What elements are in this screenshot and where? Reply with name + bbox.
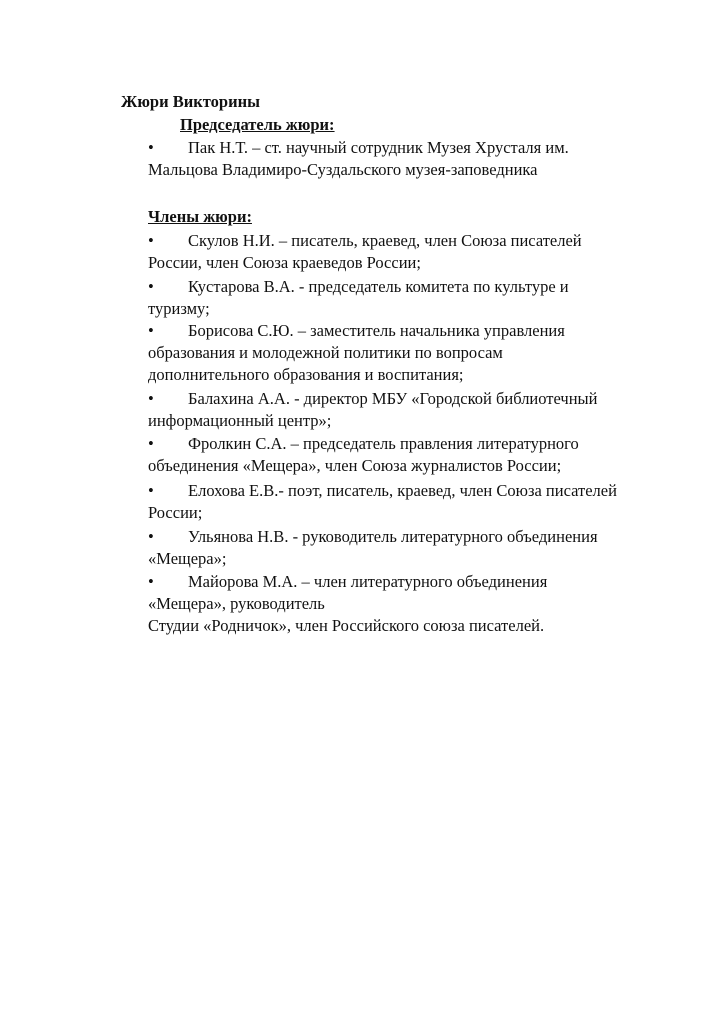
member-text-line-2: туризму; — [148, 299, 210, 318]
member-text-line-2: объединения «Мещера», член Союза журналистов России; — [148, 456, 562, 475]
member-text-line-1: Фролкин С.А. – председатель правления литературного — [188, 434, 579, 453]
member-text-line-2: информационный центр»; — [148, 411, 332, 430]
bullet-icon: • — [148, 389, 154, 408]
member-text-line-1: Балахина А.А. - директор МБУ «Городской библиотечный — [188, 389, 598, 408]
chair-text-line-1: Пак Н.Т. – ст. научный сотрудник Музея Хрусталя им. — [188, 138, 569, 157]
members-heading: Члены жюри: — [148, 207, 252, 226]
member-text-line-1: Борисова С.Ю. – заместитель начальника управления — [188, 321, 565, 340]
chair-heading: Председатель жюри: — [180, 115, 335, 134]
member-text-line-2: России; — [148, 503, 203, 522]
member-text-line-1: Кустарова В.А. - председатель комитета по культуре и — [188, 277, 569, 296]
member-text-line-1: Ульянова Н.В. - руководитель литературного объединения — [188, 527, 598, 546]
chair-text-line-2: Мальцова Владимиро-Суздальского музея-заповедника — [148, 160, 538, 179]
bullet-icon: • — [148, 434, 154, 453]
page-title: Жюри Викторины — [121, 92, 260, 111]
bullet-icon: • — [148, 231, 154, 250]
bullet-icon: • — [148, 321, 154, 340]
member-entry — [148, 230, 648, 274]
member-entry — [148, 320, 648, 386]
bullet-icon: • — [148, 572, 154, 591]
chair-entry — [148, 137, 648, 181]
member-text-line-2: «Мещера»; — [148, 549, 227, 568]
member-entry — [148, 571, 648, 637]
member-text-line-1: Елохова Е.В.- поэт, писатель, краевед, член Союза писателей — [188, 481, 617, 500]
member-text-line-1: Майорова М.А. – член литературного объединения — [188, 572, 548, 591]
member-text-line-2: России, член Союза краеведов России; — [148, 253, 421, 272]
bullet-icon: • — [148, 481, 154, 500]
member-entry — [148, 433, 648, 477]
bullet-icon: • — [148, 138, 154, 157]
member-text-line-1: Скулов Н.И. – писатель, краевед, член Союза писателей — [188, 231, 582, 250]
bullet-icon: • — [148, 277, 154, 296]
member-entry — [148, 526, 648, 570]
member-text-line-3: дополнительного образования и воспитания; — [148, 365, 464, 384]
member-text-line-3: Студии «Родничок», член Российского союза писателей. — [148, 616, 545, 635]
member-text-line-2: образования и молодежной политики по вопросам — [148, 343, 503, 362]
member-text-line-2: «Мещера», руководитель — [148, 594, 325, 613]
bullet-icon: • — [148, 527, 154, 546]
member-entry — [148, 388, 648, 432]
member-entry — [148, 276, 648, 320]
member-entry — [148, 480, 648, 524]
